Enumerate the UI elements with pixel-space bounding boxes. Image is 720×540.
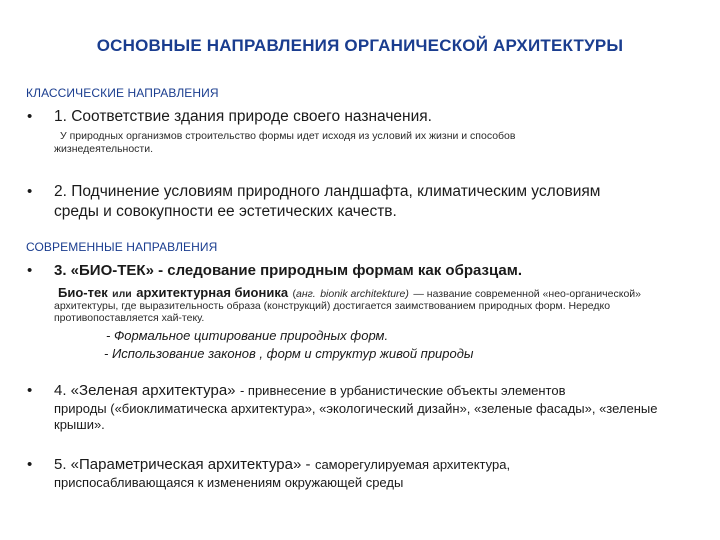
- bio-tek-term: Био-тек: [58, 285, 108, 300]
- item-5-line-1: [54, 456, 510, 474]
- language-abbrev: анг.: [296, 288, 316, 300]
- item-3-sub-1: - Формальное цитирование природных форм.: [106, 328, 389, 343]
- item-1-note-line-1: У природных организмов строительство формы идет исходя из условий их жизни и способов: [60, 130, 516, 142]
- item-3-line-3: противопоставляется хай-теку.: [54, 312, 205, 324]
- item-3-line-2: архитектуры, где выразительность образа (конструкций) достигается заимствованием природных форм. Нередко: [54, 300, 611, 312]
- item-2-line-1: 2. Подчинение условиям природного ландшафта, климатическим условиям: [54, 183, 601, 200]
- item-4-line-3: крыши».: [54, 417, 105, 432]
- item-4-line-2: природы («биоклиматическа архитектура», «экологический дизайн», «зеленые фасады», «зеленые: [54, 401, 658, 416]
- definition-text: — название современной «нео-органической»: [413, 288, 641, 300]
- bullet-3: •: [27, 262, 33, 279]
- page-title: ОСНОВНЫЕ НАПРАВЛЕНИЯ ОРГАНИЧЕСКОЙ АРХИТЕКТУРЫ: [96, 36, 624, 55]
- parametric-architecture-term: 5. «Параметрическая архитектура» -: [54, 456, 311, 473]
- bullet-4: •: [27, 382, 33, 399]
- item-3-sub-2: - Использование законов , форм и структур живой природы: [104, 346, 474, 361]
- section-classic-heading: КЛАССИЧЕСКИЕ НАПРАВЛЕНИЯ: [26, 86, 219, 100]
- item-2-line-2: среды и совокупности ее эстетических качеств.: [54, 203, 397, 220]
- ili-word: или: [112, 288, 132, 300]
- paren-open: (: [292, 288, 297, 300]
- architectural-bionics-term: архитектурная бионика: [136, 285, 289, 300]
- item-1-note-line-2: жизнедеятельности.: [54, 143, 154, 155]
- green-architecture-term: 4. «Зеленая архитектура»: [54, 382, 236, 399]
- section-modern-heading: СОВРЕМЕННЫЕ НАПРАВЛЕНИЯ: [26, 240, 218, 254]
- item-3-heading: 3. «БИО-ТЕК» - следование природным формам как образцам.: [54, 262, 522, 279]
- english-term: bionik architekture): [320, 288, 409, 300]
- item-4-line-1: [54, 382, 566, 400]
- item-4-description: - привнесение в урбанистические объекты элементов: [239, 383, 566, 398]
- bullet-2: •: [27, 183, 33, 200]
- item-5-line-2: приспосабливающаяся к изменениям окружающей среды: [54, 475, 404, 490]
- bullet-5: •: [27, 456, 33, 473]
- bullet-1: •: [27, 108, 33, 125]
- item-5-description: саморегулируемая архитектура,: [314, 457, 511, 472]
- item-1-heading: 1. Соответствие здания природе своего назначения.: [54, 108, 432, 125]
